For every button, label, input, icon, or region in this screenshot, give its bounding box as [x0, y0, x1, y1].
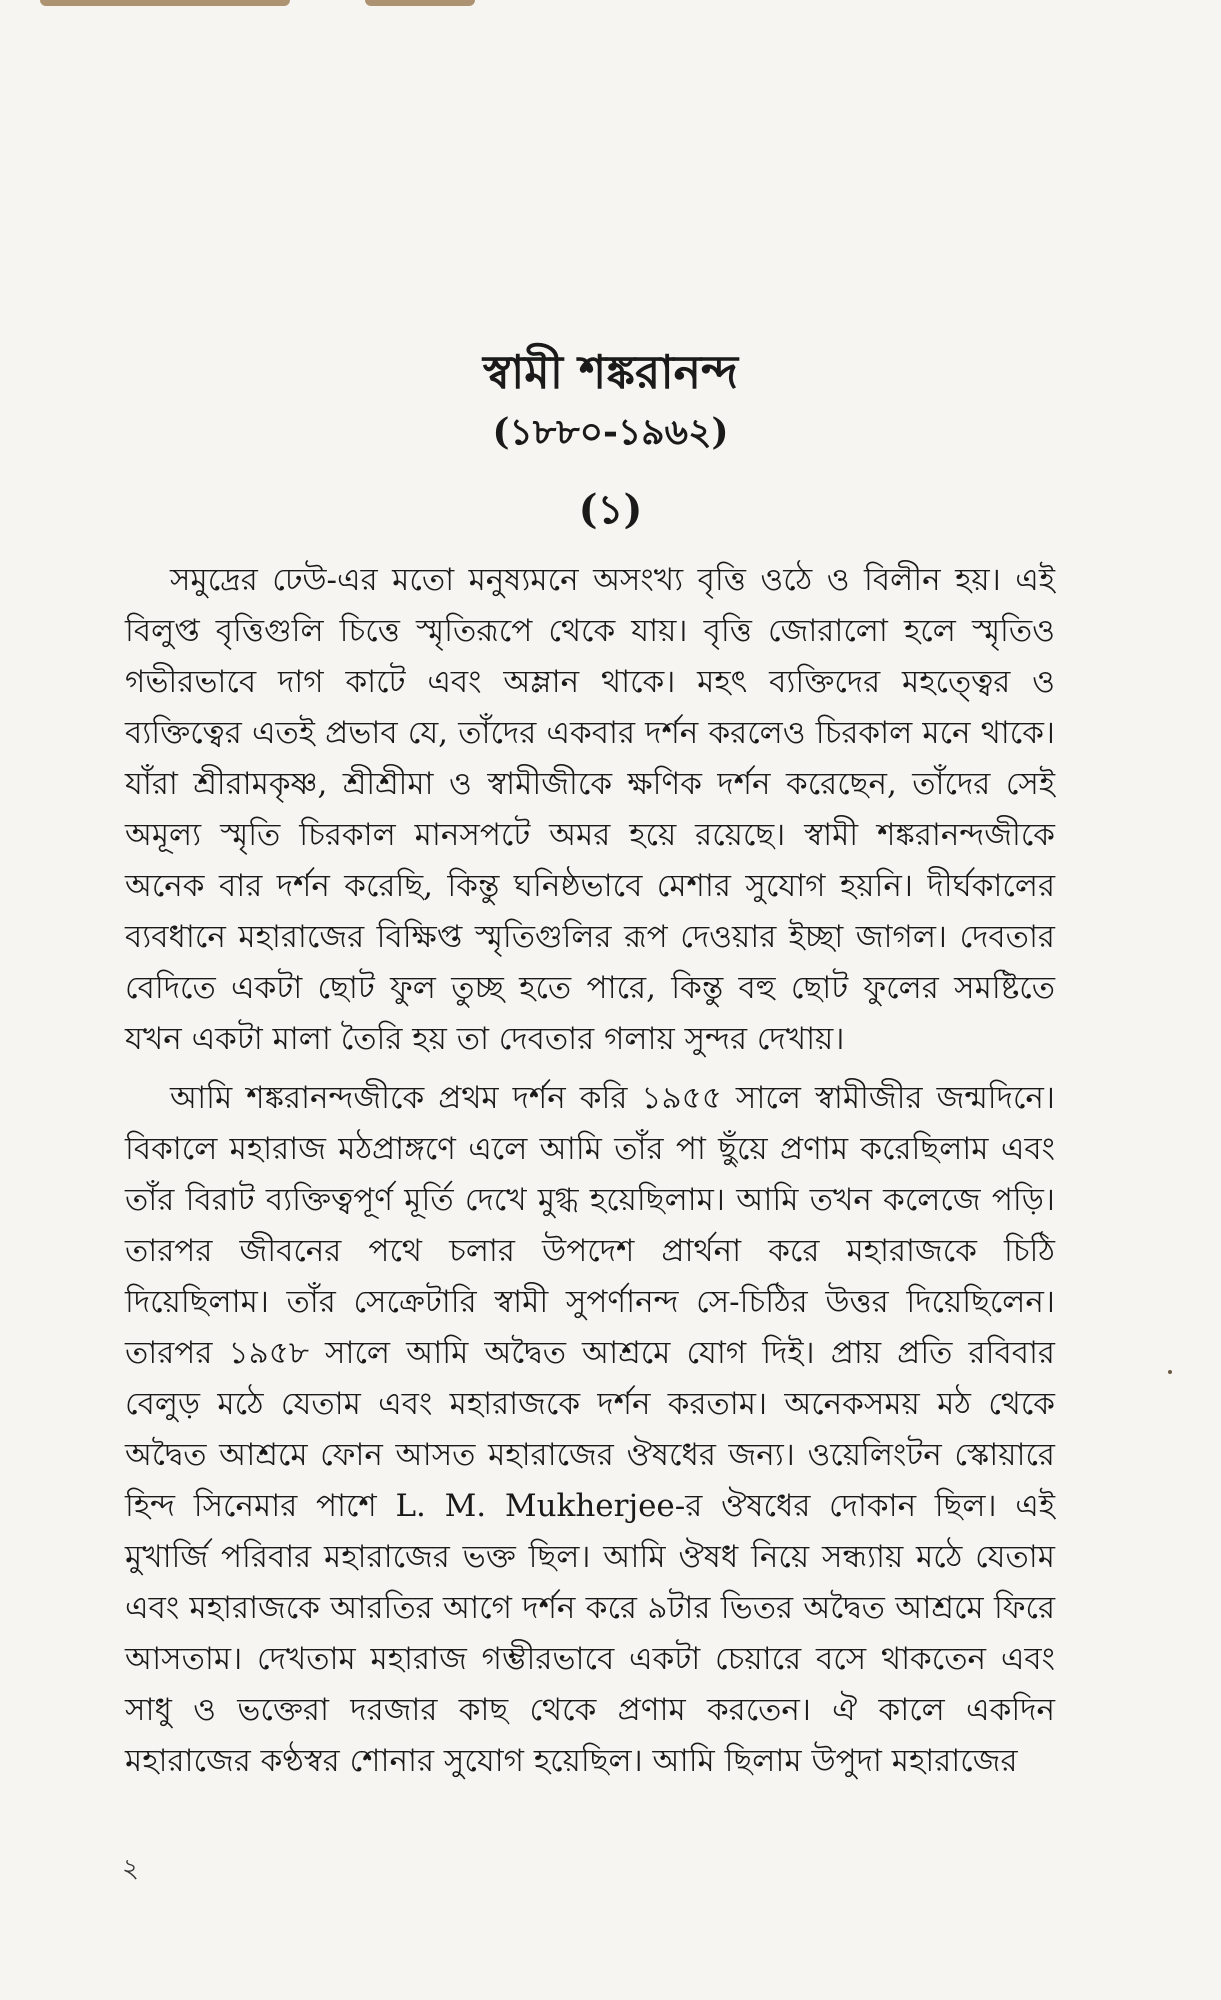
- binding-mark: [40, 0, 290, 6]
- paragraph: সমুদ্রের ঢেউ-এর মতো মনুষ্যমনে অসংখ্য বৃত্তি ওঠে ও বিলীন হয়। এই বিলুপ্ত বৃত্তিগুলি চিত্তে স্মৃতিরূপে থেকে যায়। বৃত্তি জোরালো হলে স্মৃতিও গভীরভাবে দাগ কাটে এবং অম্লান থাকে। মহৎ ব্যক্তিদের মহত্ত্বের ও ব্যক্তিত্বের এতই প্রভাব যে, তাঁদের একবার দর্শন করলেও চিরকাল মনে থাকে। যাঁরা শ্রীরামকৃষ্ণ, শ্রীশ্রীমা ও স্বামীজীকে ক্ষণিক দর্শন করেছেন, তাঁদের সেই অমূল্য স্মৃতি চিরকাল মানসপটে অমর হয়ে রয়েছে। স্বামী শঙ্করানন্দজীকে অনেক বার দর্শন করেছি, কিন্তু ঘনিষ্ঠভাবে মেশার সুযোগ হয়নি। দীর্ঘকালের ব্যবধানে মহারাজের বিক্ষিপ্ত স্মৃতিগুলির রূপ দেওয়ার ইচ্ছা জাগল। দেবতার বেদিতে একটা ছোট ফুল তুচ্ছ হতে পারে, কিন্তু বহু ছোট ফুলের সমষ্টিতে যখন একটা মালা তৈরি হয় তা দেবতার গলায় সুন্দর দেখায়।: [125, 562, 1055, 1057]
- page-top-edge: [0, 0, 1221, 8]
- paragraph: আমি শঙ্করানন্দজীকে প্রথম দর্শন করি ১৯৫৫ সালে স্বামীজীর জন্মদিনে। বিকালে মহারাজ মঠপ্রাঙ্গণে এলে আমি তাঁর পা ছুঁয়ে প্রণাম করেছিলাম এবং তাঁর বিরাট ব্যক্তিত্বপূর্ণ মূর্তি দেখে মুগ্ধ হয়েছিলাম। আমি তখন কলেজে পড়ি। তারপর জীবনের পথে চলার উপদেশ প্রার্থনা করে মহারাজকে চিঠি দিয়েছিলাম। তাঁর সেক্রেটারি স্বামী সুপর্ণানন্দ সে-চিঠির উত্তর দিয়েছিলেন। তারপর ১৯৫৮ সালে আমি অদ্বৈত আশ্রমে যোগ দিই। প্রায় প্রতি রবিবার বেলুড় মঠে যেতাম এবং মহারাজকে দর্শন করতাম। অনেকসময় মঠ থেকে অদ্বৈত আশ্রমে ফোন আসত মহারাজের ঔষধের জন্য। ওয়েলিংটন স্কোয়ারে হিন্দ সিনেমার পাশে L. M. Mukherjee-র ঔষধের দোকান ছিল। এই মুখার্জি পরিবার মহারাজের ভক্ত ছিল। আমি ঔষধ নিয়ে সন্ধ্যায় মঠে যেতাম এবং মহারাজকে আরতির আগে দর্শন করে ৯টার ভিতর অদ্বৈত আশ্রমে ফিরে আসতাম। দেখতাম মহারাজ গম্ভীরভাবে একটা চেয়ারে বসে থাকতেন এবং সাধু ও ভক্তেরা দরজার কাছ থেকে প্রণাম করতেন। ঐ কালে একদিন মহারাজের কণ্ঠস্বর শোনার সুযোগ হয়েছিল। আমি ছিলাম উপুদা মহারাজের: [125, 1080, 1055, 1779]
- paper-speck: [1168, 1370, 1172, 1374]
- section-number: (১): [578, 486, 643, 533]
- page-number: ২: [122, 1854, 139, 1884]
- chapter-title: স্বামী শঙ্করানন্দ: [482, 345, 739, 399]
- binding-mark: [365, 0, 475, 6]
- body-text: [125, 555, 1055, 1787]
- chapter-years: (১৮৮০-১৯৬২): [492, 411, 729, 453]
